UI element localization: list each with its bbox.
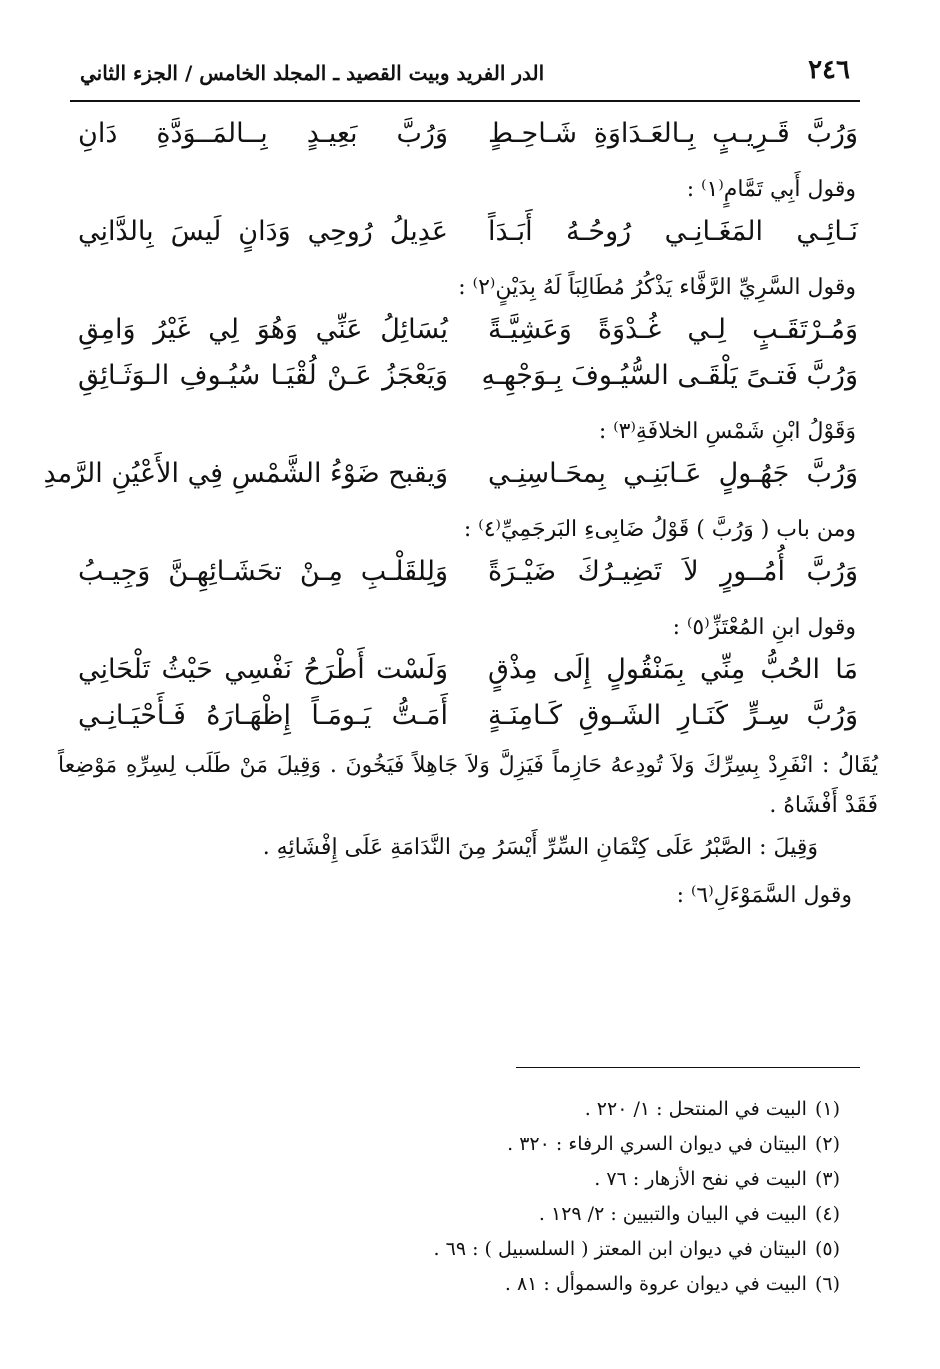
- verse-line: [78, 118, 858, 164]
- verse-second-hemistich: وَلِلقَلْـبِ مِـنْ تحَشَـائِهِـنَّ وَجِيـبُ: [78, 556, 448, 587]
- verse-first-hemistich: وَرُبَّ سِـرٍّ كَنَـارِ الشَـوقِ كَـامِنَـةٍ: [488, 700, 858, 731]
- footnote: [434, 1127, 840, 1162]
- footnote-number: (٣): [814, 1168, 840, 1190]
- prose-paragraph: يُقَالُ : انْفَرِدْ بِسِرِّكَ وَلاَ تُودِعهُ حَازِماً فَيَزِلَّ وَلاَ جَاهِلاً فَيَخُونَ . وَقِيلَ مَنْ طَلَب لِسِرِّهِ مَوْضِعاً فَقَدْ أَفْشَاهُ .: [58, 753, 878, 818]
- verse-second-hemistich: وَلَسْت أَطْرَحُ نَفْسِي حَيْثُ تَلْحَانِي: [78, 654, 448, 685]
- verse-line: [78, 556, 858, 602]
- footnote-text: البيت في البيان والتبيين : ٢/ ١٢٩ .: [538, 1203, 807, 1225]
- verse-first-hemistich: مَا الحُبُّ مِنِّي بِمَنْقُولٍ إِلَى مِذْقٍ: [488, 654, 858, 685]
- footnote: [434, 1267, 840, 1302]
- footnote-text: البيتان في ديوان السري الرفاء : ٣٢٠ .: [507, 1133, 807, 1155]
- prose-saying: وَقِيلَ : الصَّبْرُ عَلَى كِتْمَانِ السِّرِّ أَيْسَرُ مِنَ النَّدَامَةِ عَلَى إِفْشَائِهِ .: [262, 835, 818, 860]
- verse-second-hemistich: يُسَائِلُ عَنِّي وَهُوَ لِي غَيْرُ وَامِقِ: [78, 314, 448, 345]
- footnote-text: البيت في المنتحل : ١/ ٢٢٠ .: [584, 1098, 807, 1120]
- verse-intro: وَقَوْلُ ابْنِ شَمْسِ الخلافَةِ⁽٣⁾ :: [598, 419, 856, 444]
- verse-line: [78, 654, 858, 700]
- footnote-text: البيتان في ديوان ابن المعتز ( السلسبيل ) : ٦٩ .: [433, 1238, 807, 1260]
- footnote-text: البيت في ديوان عروة والسموأل : ٨١ .: [504, 1273, 807, 1295]
- footnote-number: (٥): [814, 1238, 840, 1260]
- verse-first-hemistich: وَرُبَّ فَتـىً يَلْقَـى السُّيُـوفَ بِـوَجْهِـهِ: [481, 360, 858, 391]
- page-body: [43, 118, 878, 922]
- verse-second-hemistich: وَرُبَّ بَعِيـدٍ بِــالمَــوَدَّةِ دَانِ: [78, 118, 448, 149]
- running-title: الدر الفريد وبيت القصيد ـ المجلد الخامس / الجزء الثاني: [80, 61, 545, 85]
- page-number: ٢٤٦: [808, 55, 850, 85]
- verse-first-hemistich: وَرُبَّ جَهُـولٍ عَـابَنِـي بِمحَـاسِنِـي: [488, 458, 858, 489]
- verse-second-hemistich: وَيَعْجَزُ عَـنْ لُقْيَـا سُيُـوفِ الـوَثَـائِقِ: [78, 360, 448, 391]
- verse-line: [78, 700, 858, 746]
- footnotes: [434, 1092, 840, 1302]
- verse-second-hemistich: عَدِيلُ رُوحِي وَدَانٍ لَيسَ بِالدَّانِي: [78, 216, 448, 247]
- verse-line: [43, 458, 858, 504]
- verse-line: [78, 216, 858, 262]
- verse-intro: وقول السَّرِيِّ الرَّفَّاء يَذْكُرُ مُطَالِبَاً لَهُ بِدَيْنٍ⁽٢⁾ :: [458, 275, 856, 300]
- footnote-number: (٤): [814, 1203, 840, 1225]
- verse-second-hemistich: وَيقبح ضَوْءُ الشَّمْسِ فِي الأَعْيُنِ الرَّمدِ: [43, 458, 448, 489]
- verse-first-hemistich: وَمُـرْتَقَـبٍ لِـي غُـدْوَةً وَعَشِيَّـةً: [488, 314, 858, 345]
- verse-intro: وقول أَبِي تَمَّامٍ⁽١⁾ :: [686, 177, 856, 202]
- footnote-text: البيت في نفح الأزهار : ٧٦ .: [594, 1168, 807, 1190]
- verse-first-hemistich: وَرُبَّ أُمُــورٍ لاَ تَضِيـرُكَ ضَيْـرَةً: [488, 556, 858, 587]
- footnote-number: (٦): [814, 1273, 840, 1295]
- verse-intro: ومن باب ( وَرُبَّ ) قَوْلُ ضَابِىءِ البَرجَمِيِّ⁽٤⁾ :: [463, 517, 856, 542]
- header-divider: [70, 100, 860, 102]
- footnote: [434, 1197, 840, 1232]
- verse-intro: وقول ابنِ المُعْتَزِّ⁽٥⁾ :: [672, 615, 856, 640]
- footnote: [434, 1092, 840, 1127]
- verse-intro: وقول السَّمَوْءَلِ⁽٦⁾ :: [676, 883, 852, 908]
- page-header: [70, 55, 860, 99]
- verse-line: [78, 314, 858, 360]
- verse-first-hemistich: وَرُبَّ قَـرِيـبٍ بِـالعَـدَاوَةِ شَـاحِـطٍ: [488, 118, 858, 149]
- footnote: [434, 1232, 840, 1267]
- verse-first-hemistich: نَـائِـي المَغَـانِـي رُوحُـهُ أَبَـدَاً: [488, 216, 858, 247]
- verse-second-hemistich: أَمَـتُّ يَـومَـاً إِظْهَـارَهُ فَـأَحْيَـانِـي: [78, 700, 448, 731]
- verse-line: [78, 360, 858, 406]
- footnote: [434, 1162, 840, 1197]
- footnote-number: (١): [814, 1098, 840, 1120]
- footnote-divider: [516, 1067, 860, 1068]
- footnote-number: (٢): [814, 1133, 840, 1155]
